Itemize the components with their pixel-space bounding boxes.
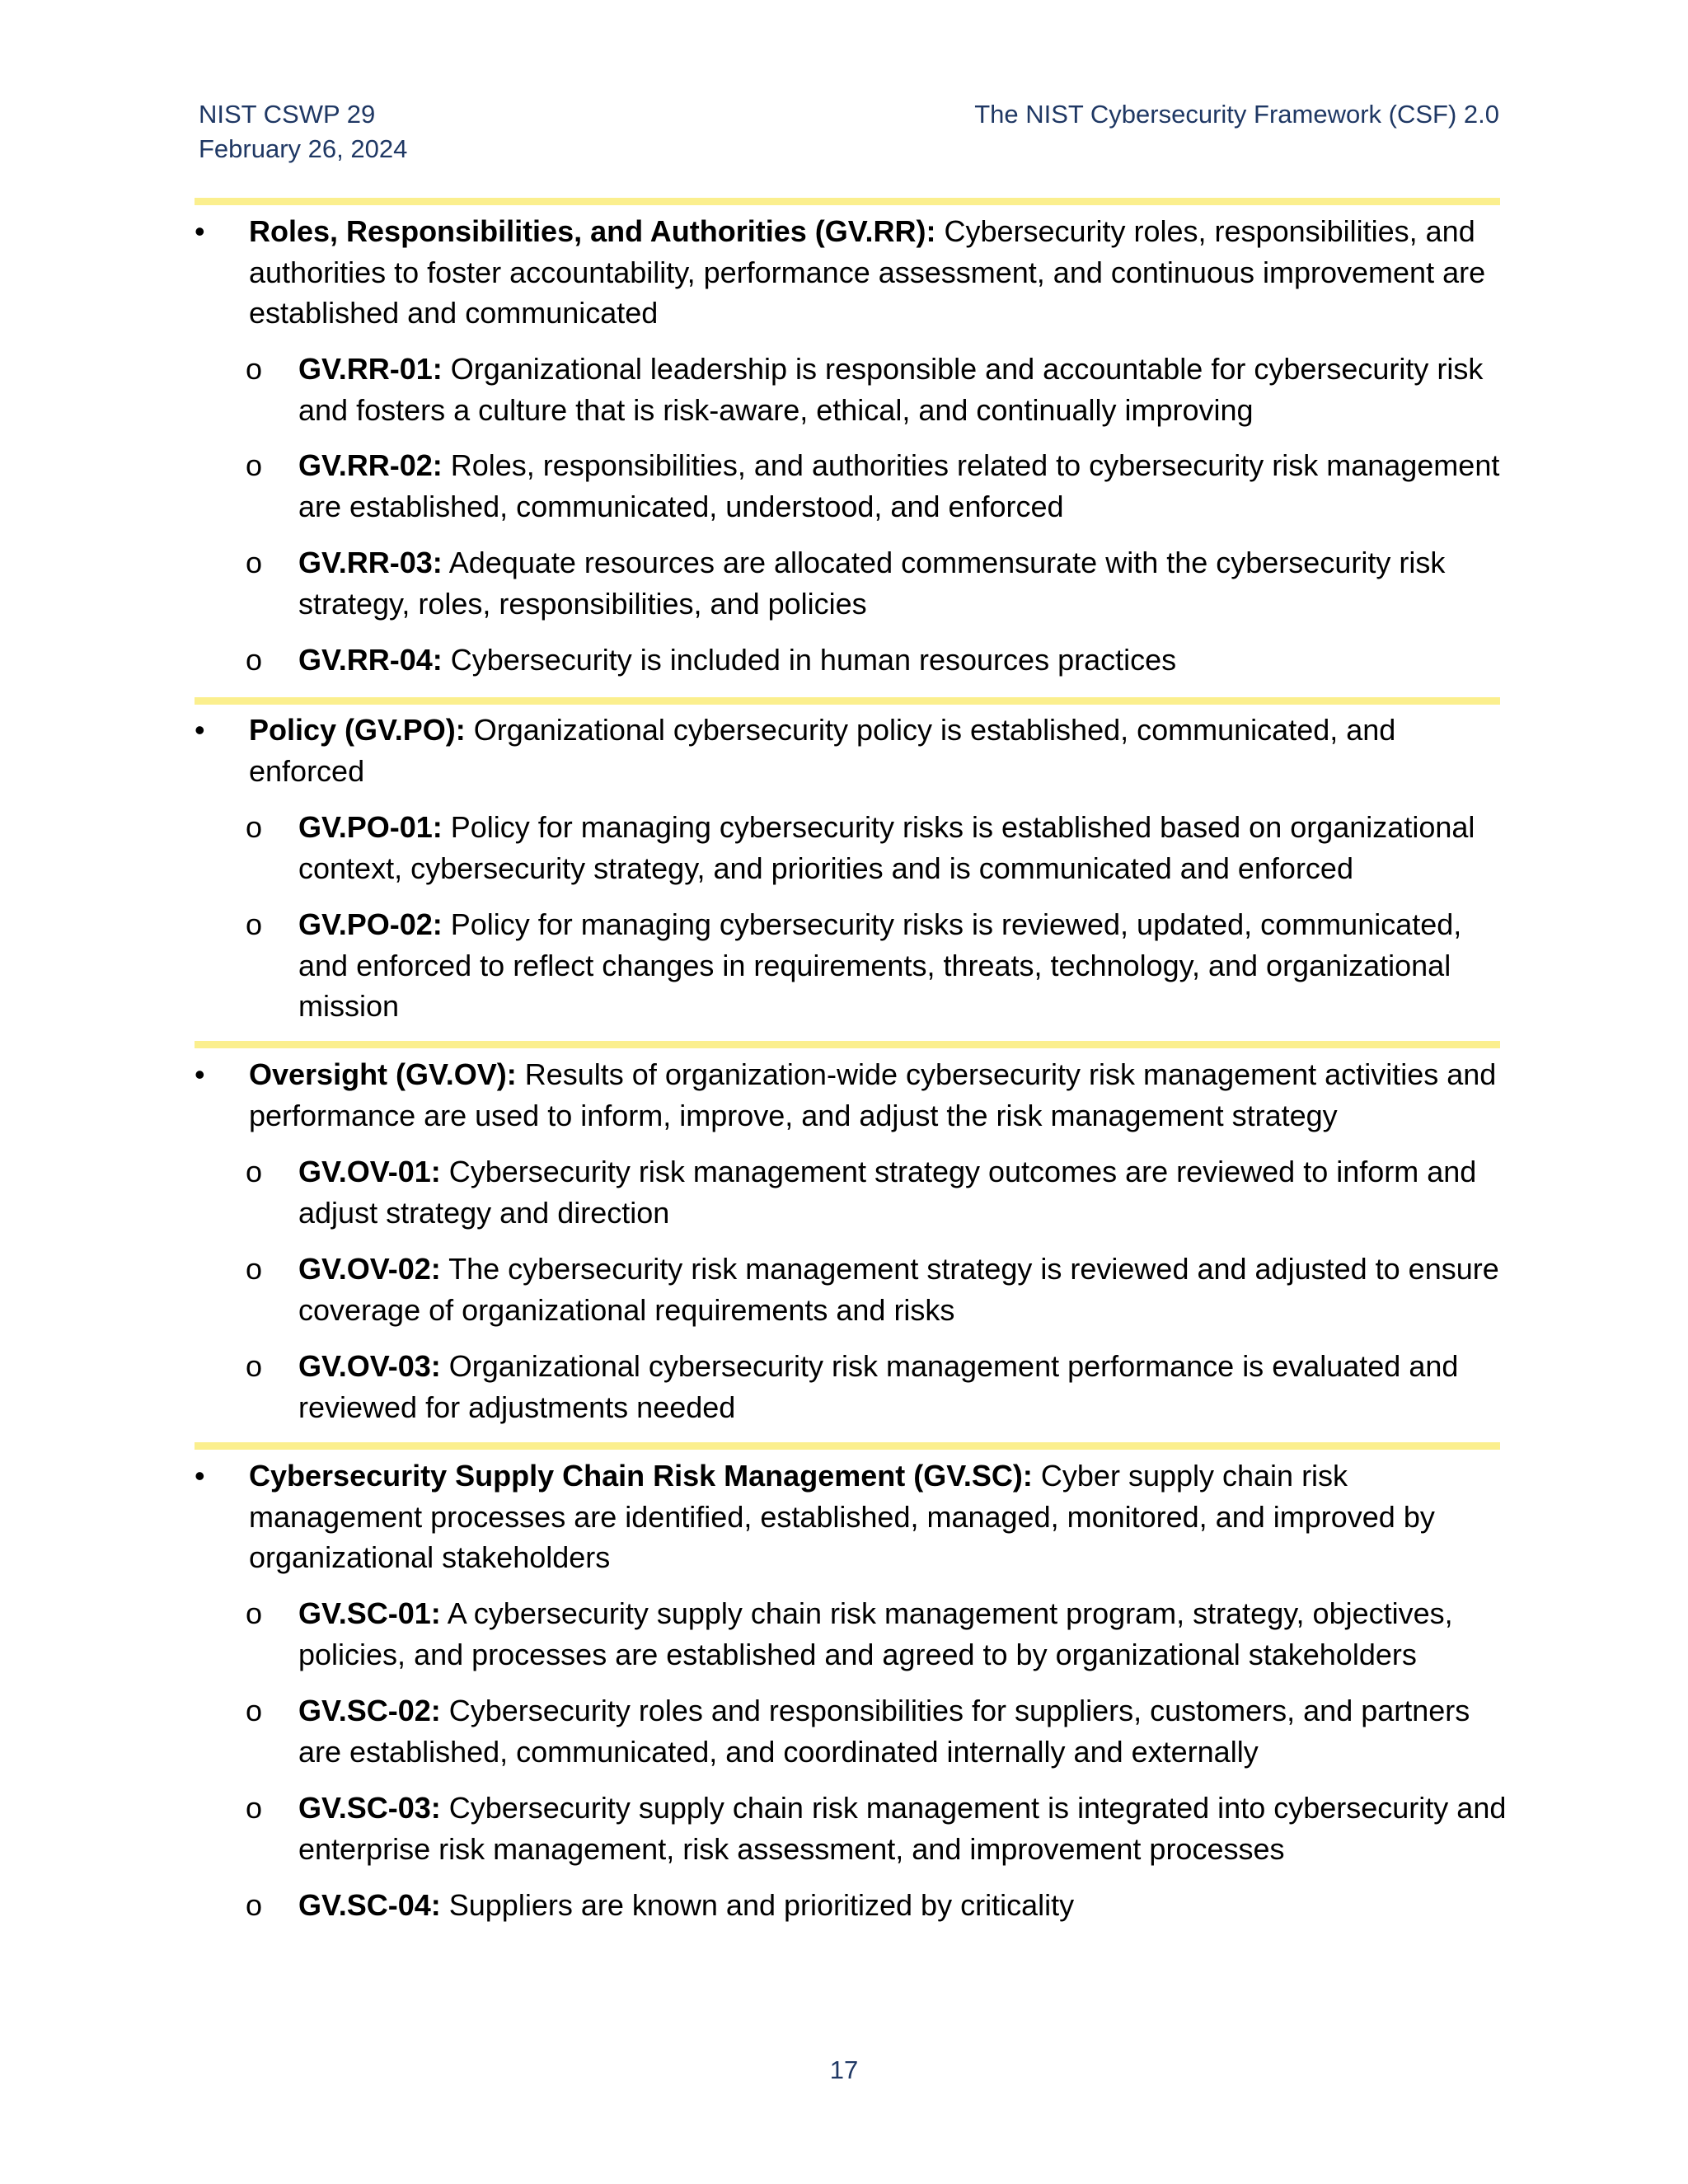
subcategory-id: GV.RR-01:: [298, 352, 443, 386]
sub-marker: o: [246, 1252, 263, 1286]
category-gv-po: [195, 710, 1505, 791]
subcategory-text: [298, 640, 1507, 681]
sub-marker: o: [246, 1888, 263, 1922]
subcategory-description: Cybersecurity is included in human resources practices: [442, 643, 1177, 677]
subcategory-description: Roles, responsibilities, and authorities related to cybersecurity risk management are established, communicated, understood, and enforced: [298, 448, 1500, 523]
subcategory-gv-po-01: [246, 807, 1507, 888]
highlight-rule: [195, 697, 1500, 705]
subcategory-id: GV.SC-02:: [298, 1694, 441, 1727]
subcategory-gv-ov-02: [246, 1249, 1507, 1330]
category-text: [249, 1054, 1505, 1136]
subcategory-text: [298, 1885, 1507, 1926]
subcategory-description: Suppliers are known and prioritized by criticality: [440, 1888, 1075, 1922]
bullet-marker: •: [195, 713, 205, 747]
subcategory-text: [298, 349, 1507, 430]
subcategory-description: Cybersecurity risk management strategy outcomes are reviewed to inform and adjust strategy and direction: [298, 1155, 1477, 1230]
sub-marker: o: [246, 448, 263, 482]
subcategory-id: GV.RR-03:: [298, 546, 443, 579]
subcategory-text: [298, 445, 1507, 527]
subcategory-id: GV.RR-04:: [298, 643, 443, 677]
subcategory-id: GV.SC-03:: [298, 1791, 441, 1825]
subcategory-gv-sc-04: [246, 1885, 1507, 1926]
subcategory-gv-rr-01: [246, 349, 1507, 430]
subcategory-text: [298, 1151, 1507, 1233]
bullet-marker: •: [195, 1459, 205, 1493]
subcategory-text: [298, 807, 1507, 888]
subcategory-gv-ov-03: [246, 1346, 1507, 1427]
category-description: Cybersecurity roles, responsibilities, and authorities to foster accountability, performance assessment, and continuous improvement are established and communicated: [249, 214, 1486, 330]
sub-marker: o: [246, 1596, 263, 1630]
subcategory-id: GV.SC-04:: [298, 1888, 441, 1922]
category-gv-ov: [195, 1054, 1505, 1136]
subcategory-text: [298, 542, 1507, 624]
subcategory-description: Cybersecurity supply chain risk management is integrated into cybersecurity and enterprise risk management, risk assessment, and improvement processes: [298, 1791, 1507, 1866]
subcategory-id: GV.PO-01:: [298, 810, 443, 844]
subcategory-description: Policy for managing cybersecurity risks is reviewed, updated, communicated, and enforced to reflect changes in requirements, threats, technology, and organizational mission: [298, 907, 1462, 1023]
category-text: [249, 1455, 1505, 1578]
subcategory-gv-po-02: [246, 904, 1507, 1027]
bullet-marker: •: [195, 214, 205, 248]
subcategory-description: Adequate resources are allocated commensurate with the cybersecurity risk strategy, roles, responsibilities, and policies: [298, 546, 1446, 621]
subcategory-text: [298, 1690, 1507, 1772]
subcategory-id: GV.PO-02:: [298, 907, 443, 941]
sub-marker: o: [246, 546, 263, 579]
sub-marker: o: [246, 907, 263, 941]
page-number: 17: [829, 2055, 859, 2084]
sub-marker: o: [246, 810, 263, 844]
subcategory-id: GV.SC-01:: [298, 1596, 441, 1630]
category-description: Results of organization-wide cybersecurity risk management activities and performance are used to inform, improve, and adjust the risk management strategy: [249, 1057, 1497, 1132]
subcategory-text: [298, 1593, 1507, 1675]
sub-marker: o: [246, 352, 263, 386]
sub-marker: o: [246, 1349, 263, 1383]
category-gv-rr: [195, 211, 1505, 334]
subcategory-gv-rr-02: [246, 445, 1507, 527]
sub-marker: o: [246, 1791, 263, 1825]
subcategory-description: Cybersecurity roles and responsibilities for suppliers, customers, and partners are established, communicated, and coordinated internally and externally: [298, 1694, 1470, 1769]
category-name: Roles, Responsibilities, and Authorities (GV.RR):: [249, 214, 936, 248]
highlight-rule: [195, 1041, 1500, 1048]
subcategory-id: GV.OV-01:: [298, 1155, 441, 1188]
sub-marker: o: [246, 643, 263, 677]
subcategory-gv-rr-03: [246, 542, 1507, 624]
subcategory-gv-rr-04: [246, 640, 1507, 681]
category-name: Policy (GV.PO):: [249, 713, 466, 747]
category-gv-sc: [195, 1455, 1505, 1578]
subcategory-text: [298, 904, 1507, 1027]
subcategory-description: Policy for managing cybersecurity risks is established based on organizational context, cybersecurity strategy, and priorities and is communicated and enforced: [298, 810, 1475, 885]
subcategory-description: Organizational cybersecurity risk management performance is evaluated and reviewed for adjustments needed: [298, 1349, 1459, 1424]
category-name: Oversight (GV.OV):: [249, 1057, 517, 1091]
category-description: Organizational cybersecurity policy is established, communicated, and enforced: [249, 713, 1396, 788]
sub-marker: o: [246, 1155, 263, 1188]
category-text: [249, 211, 1505, 334]
subcategory-id: GV.OV-03:: [298, 1349, 441, 1383]
header-left: [199, 97, 407, 166]
subcategory-id: GV.OV-02:: [298, 1252, 441, 1286]
bullet-marker: •: [195, 1057, 205, 1091]
category-text: [249, 710, 1505, 791]
sub-marker: o: [246, 1694, 263, 1727]
subcategory-id: GV.RR-02:: [298, 448, 443, 482]
category-name: Cybersecurity Supply Chain Risk Management (GV.SC):: [249, 1459, 1033, 1493]
subcategory-gv-sc-01: [246, 1593, 1507, 1675]
subcategory-description: A cybersecurity supply chain risk management program, strategy, objectives, policies, and processes are established and agreed to by organizational stakeholders: [298, 1596, 1453, 1671]
category-description: Cyber supply chain risk management processes are identified, established, managed, monitored, and improved by organizational stakeholders: [249, 1459, 1435, 1574]
subcategory-text: [298, 1249, 1507, 1330]
highlight-rule: [195, 1442, 1500, 1450]
subcategory-description: The cybersecurity risk management strategy is reviewed and adjusted to ensure coverage of organizational requirements and risks: [298, 1252, 1499, 1327]
subcategory-gv-sc-02: [246, 1690, 1507, 1772]
doc-title: The NIST Cybersecurity Framework (CSF) 2.0: [974, 100, 1499, 129]
doc-date: February 26, 2024: [199, 134, 408, 163]
subcategory-description: Organizational leadership is responsible and accountable for cybersecurity risk and fosters a culture that is risk-aware, ethical, and continually improving: [298, 352, 1484, 427]
highlight-rule: [195, 198, 1500, 205]
doc-id: NIST CSWP 29: [199, 100, 376, 129]
subcategory-gv-sc-03: [246, 1788, 1507, 1869]
subcategory-gv-ov-01: [246, 1151, 1507, 1233]
subcategory-text: [298, 1346, 1507, 1427]
subcategory-text: [298, 1788, 1507, 1869]
